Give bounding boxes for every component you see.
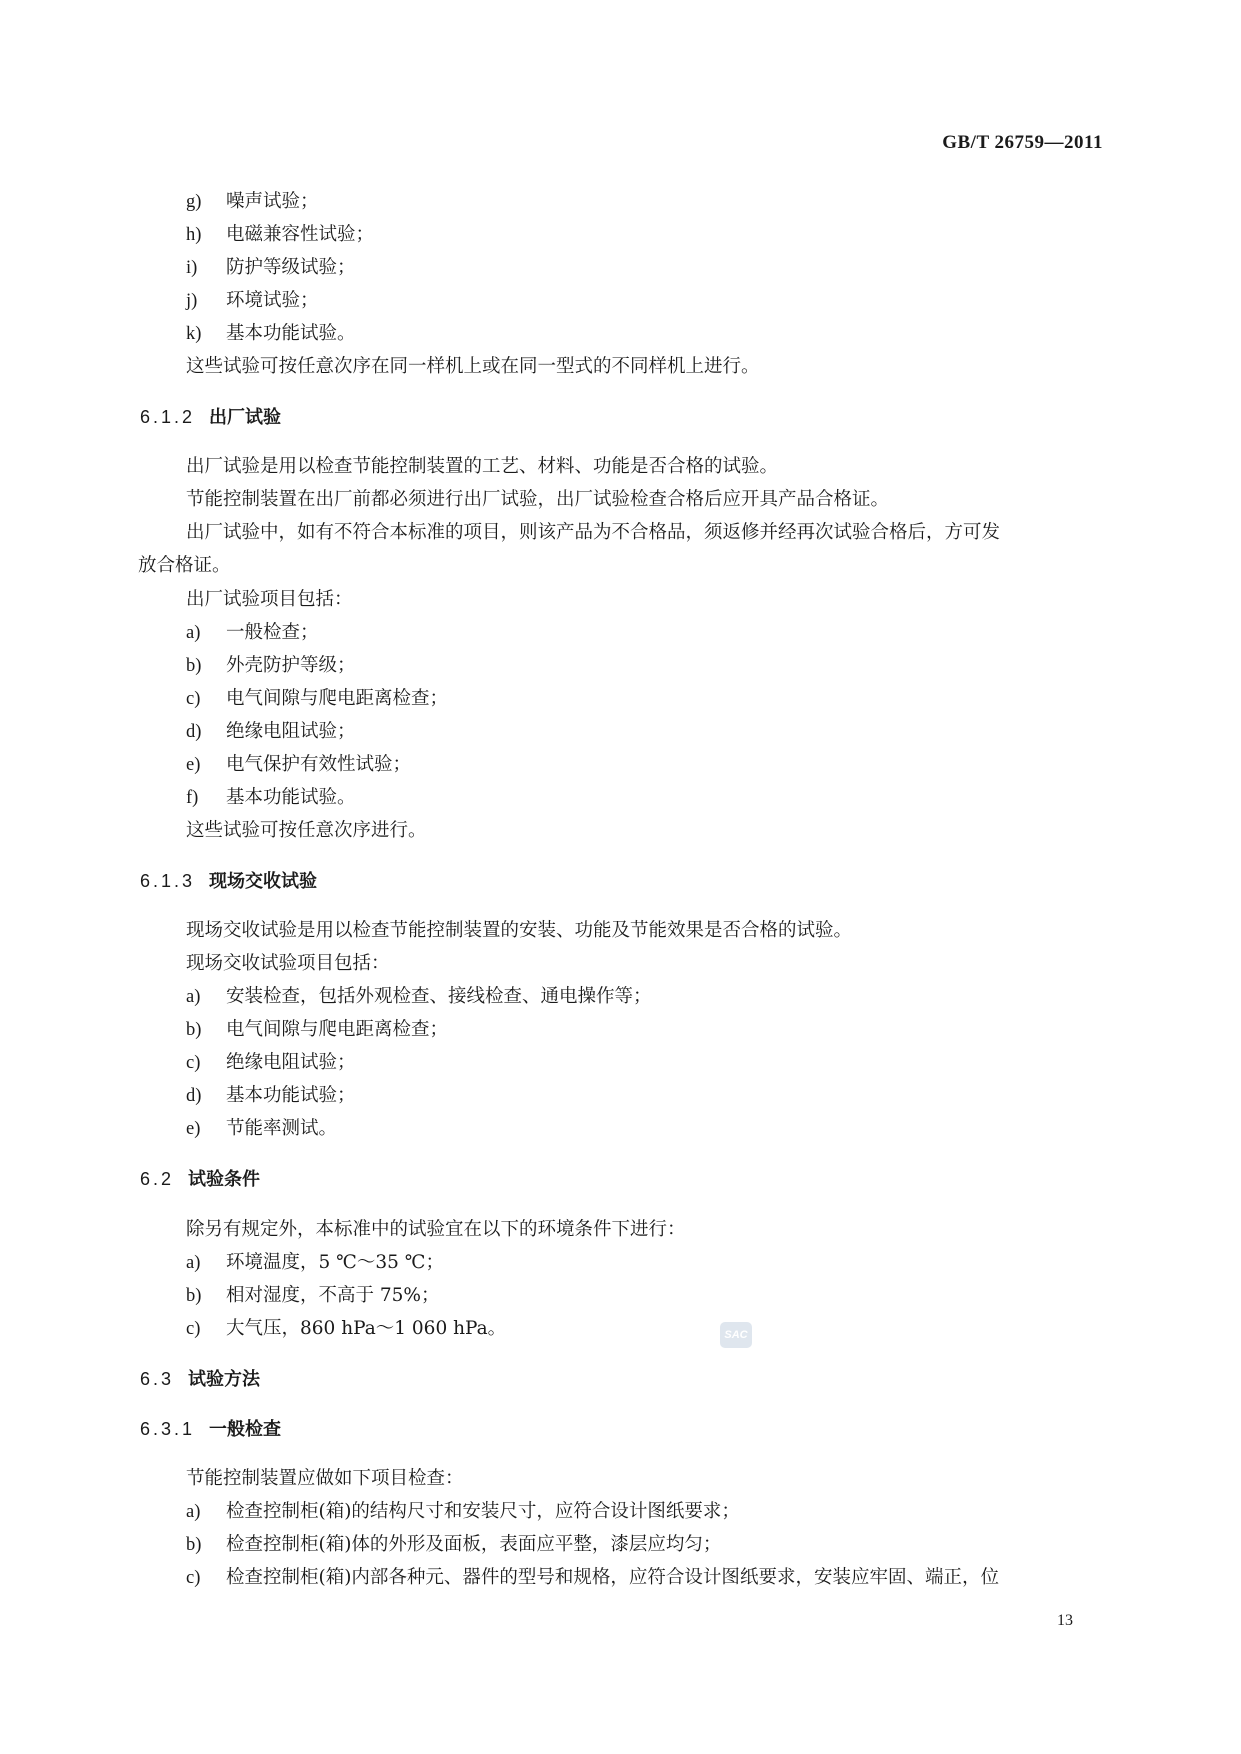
section-title: 一般检查	[209, 1419, 282, 1440]
section-number: 6.1.2	[140, 407, 196, 427]
list-item	[186, 1284, 440, 1308]
list-item-text: 安装检查，包括外观检查、接线检查、通电操作等；	[226, 986, 652, 1007]
paragraph: 出厂试验中，如有不符合本标准的项目，则该产品为不合格品，须返修并经再次试验合格后，方可发	[186, 522, 1001, 543]
list-item	[186, 654, 356, 678]
page-number: 13	[1057, 1612, 1073, 1629]
paragraph: 这些试验可按任意次序进行。	[186, 820, 427, 841]
list-item-label: h)	[186, 225, 202, 245]
list-item	[186, 1018, 448, 1042]
list-item-text: 噪声试验；	[226, 191, 319, 212]
paragraph: 这些试验可按任意次序在同一样机上或在同一型式的不同样机上进行。	[186, 356, 760, 377]
section-heading-6-1-3	[140, 869, 317, 894]
list-item	[186, 1117, 337, 1141]
list-item	[186, 1317, 506, 1341]
list-item-text: 环境试验；	[226, 290, 319, 311]
paragraph-continuation: 放合格证。	[138, 555, 231, 576]
list-item	[186, 190, 319, 214]
list-item-text: 环境温度，5 ℃～35 ℃；	[226, 1252, 444, 1273]
list-item-label: c)	[186, 1053, 201, 1073]
list-item-label: b)	[186, 1535, 202, 1555]
list-item-text: 基本功能试验；	[226, 1085, 356, 1106]
list-item	[186, 621, 319, 645]
list-item	[186, 1566, 999, 1590]
list-item-label: d)	[186, 1086, 202, 1106]
section-number: 6.3	[140, 1369, 175, 1389]
list-item-label: a)	[186, 1253, 201, 1273]
paragraph: 现场交收试验是用以检查节能控制装置的安装、功能及节能效果是否合格的试验。	[186, 920, 853, 941]
list-item-text: 检查控制柜(箱)内部各种元、器件的型号和规格，应符合设计图纸要求，安装应牢固、端正，位	[226, 1567, 999, 1588]
list-item-text: 外壳防护等级；	[226, 655, 356, 676]
section-heading-6-3-1	[140, 1417, 281, 1442]
list-item	[186, 786, 356, 810]
list-item-text: 绝缘电阻试验；	[226, 721, 356, 742]
list-item	[186, 1251, 444, 1275]
list-item	[186, 289, 319, 313]
list-item-label: d)	[186, 722, 202, 742]
section-number: 6.3.1	[140, 1419, 196, 1439]
section-number: 6.1.3	[140, 871, 196, 891]
list-item-text: 大气压，860 hPa～1 060 hPa。	[226, 1318, 507, 1339]
list-item	[186, 1084, 356, 1108]
list-item-label: b)	[186, 1020, 202, 1040]
list-item-label: b)	[186, 656, 202, 676]
paragraph: 出厂试验是用以检查节能控制装置的工艺、材料、功能是否合格的试验。	[186, 456, 779, 477]
list-item	[186, 223, 374, 247]
paragraph: 除另有规定外，本标准中的试验宜在以下的环境条件下进行：	[186, 1219, 686, 1240]
list-item-label: c)	[186, 1319, 201, 1339]
paragraph: 出厂试验项目包括：	[186, 589, 353, 610]
list-item-label: k)	[186, 324, 202, 344]
section-heading-6-2	[140, 1167, 260, 1192]
list-item-text: 节能率测试。	[226, 1118, 338, 1139]
list-item-label: f)	[186, 788, 199, 808]
section-heading-6-1-2	[140, 405, 281, 430]
list-item	[186, 687, 448, 711]
list-item-text: 检查控制柜(箱)体的外形及面板，表面应平整，漆层应均匀；	[226, 1534, 722, 1555]
list-item-label: a)	[186, 1502, 201, 1522]
list-item-text: 基本功能试验。	[226, 323, 356, 344]
paragraph: 现场交收试验项目包括：	[186, 953, 390, 974]
list-item-text: 电气保护有效性试验；	[226, 754, 412, 775]
list-item-text: 电气间隙与爬电距离检查；	[226, 1019, 449, 1040]
list-item	[186, 1500, 740, 1524]
list-item	[186, 985, 652, 1009]
paragraph: 节能控制装置在出厂前都必须进行出厂试验，出厂试验检查合格后应开具产品合格证。	[186, 489, 890, 510]
list-item-text: 防护等级试验；	[226, 257, 356, 278]
list-item	[186, 256, 356, 280]
sac-watermark-logo: SAC	[720, 1322, 752, 1348]
standard-code-header: GB/T 26759—2011	[942, 132, 1103, 153]
section-title: 试验方法	[188, 1369, 261, 1390]
list-item-label: c)	[186, 689, 201, 709]
section-title: 现场交收试验	[209, 871, 318, 892]
section-number: 6.2	[140, 1169, 175, 1189]
section-heading-6-3	[140, 1367, 260, 1392]
list-item-label: e)	[186, 1119, 201, 1139]
list-item	[186, 322, 356, 346]
list-item-label: e)	[186, 755, 201, 775]
list-item-text: 绝缘电阻试验；	[226, 1052, 356, 1073]
section-title: 出厂试验	[209, 407, 282, 428]
list-item-label: g)	[186, 192, 202, 212]
list-item	[186, 753, 411, 777]
list-item	[186, 720, 356, 744]
list-item-text: 检查控制柜(箱)的结构尺寸和安装尺寸，应符合设计图纸要求；	[226, 1501, 740, 1522]
section-title: 试验条件	[188, 1169, 261, 1190]
list-item-text: 一般检查；	[226, 622, 319, 643]
list-item-text: 电气间隙与爬电距离检查；	[226, 688, 449, 709]
list-item-label: i)	[186, 258, 198, 278]
list-item-text: 电磁兼容性试验；	[226, 224, 375, 245]
list-item-label: c)	[186, 1568, 201, 1588]
list-item-label: j)	[186, 291, 198, 311]
list-item-label: b)	[186, 1286, 202, 1306]
list-item-text: 基本功能试验。	[226, 787, 356, 808]
list-item	[186, 1533, 721, 1557]
paragraph: 节能控制装置应做如下项目检查：	[186, 1468, 464, 1489]
list-item	[186, 1051, 356, 1075]
list-item-label: a)	[186, 623, 201, 643]
list-item-label: a)	[186, 987, 201, 1007]
list-item-text: 相对湿度，不高于 75%；	[226, 1285, 440, 1306]
